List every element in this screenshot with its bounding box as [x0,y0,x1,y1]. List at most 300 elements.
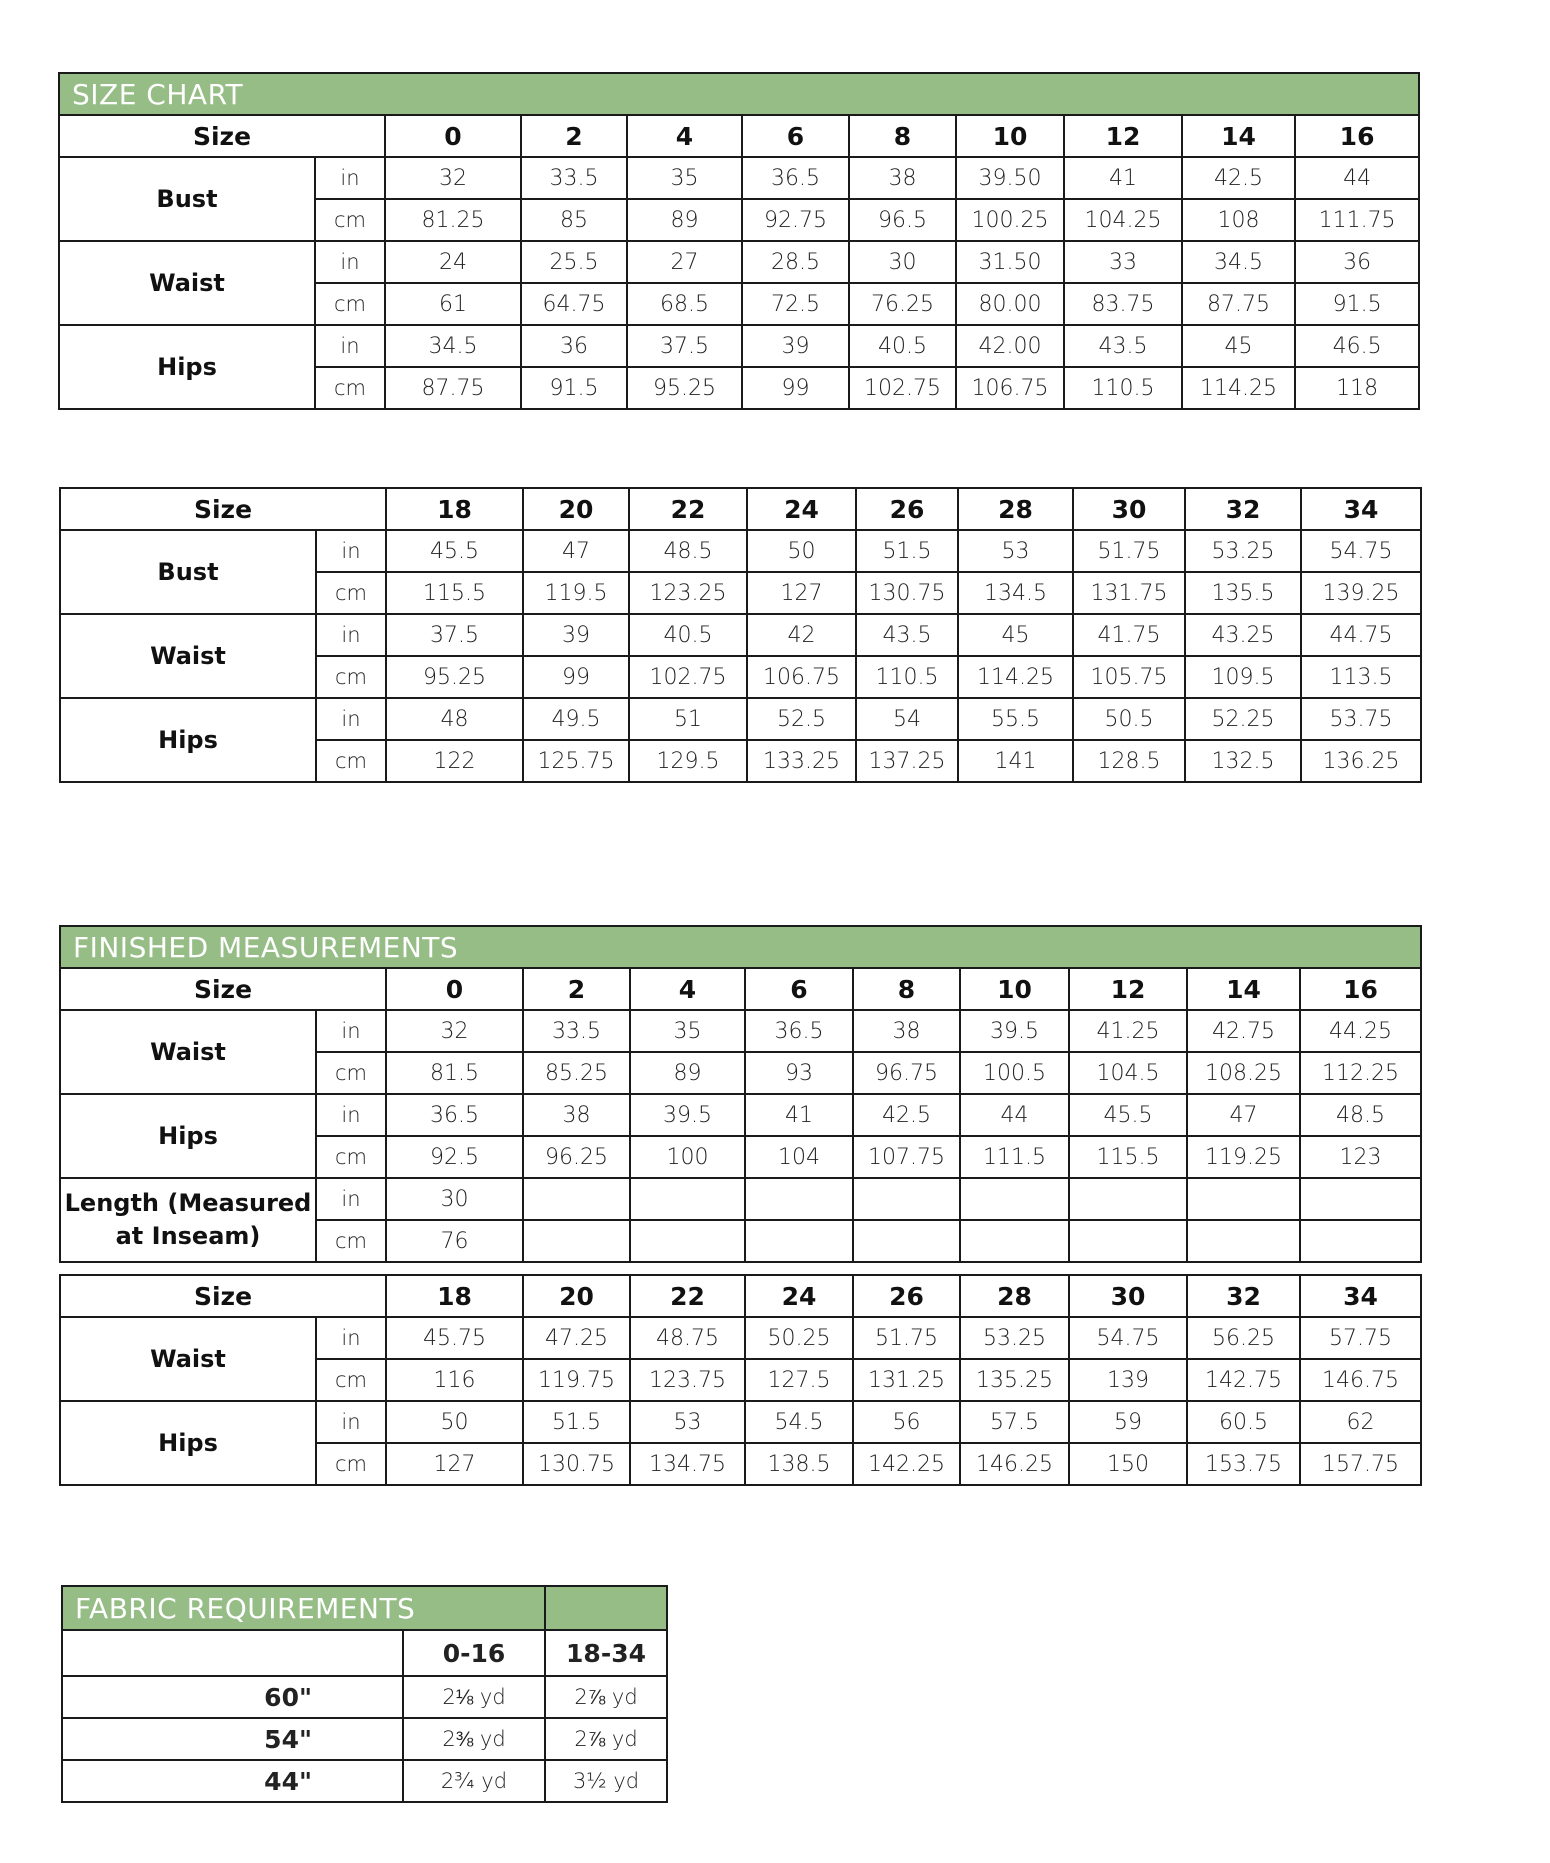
value-cell [960,1220,1069,1262]
size-header: 24 [745,1275,853,1317]
value-cell: 53 [958,530,1073,572]
value-cell: 133.25 [747,740,856,782]
value-cell: 44 [1295,157,1419,199]
value-cell: 24 [385,241,521,283]
value-cell: 137.25 [856,740,958,782]
value-cell: 95.25 [627,367,742,409]
fabric-value: 3½ yd [545,1760,667,1802]
value-cell: 53.75 [1301,698,1421,740]
value-cell [745,1220,853,1262]
value-cell: 36 [521,325,627,367]
table-row [60,1094,1421,1136]
value-cell: 85 [521,199,627,241]
table-row [59,157,1419,199]
value-cell: 45 [958,614,1073,656]
value-cell: 150 [1069,1443,1187,1485]
value-cell: 61 [385,283,521,325]
unit-label: in [315,325,385,367]
value-cell: 32 [385,157,521,199]
value-cell: 50.25 [745,1317,853,1359]
value-cell: 54.5 [745,1401,853,1443]
unit-label: cm [316,1443,386,1485]
fabric-title: FABRIC REQUIREMENTS [62,1586,545,1630]
value-cell: 104 [745,1136,853,1178]
value-cell: 34.5 [1182,241,1295,283]
value-cell: 62 [1300,1401,1421,1443]
value-cell: 33.5 [521,157,627,199]
size-header: 4 [627,115,742,157]
size-header: 18 [386,488,523,530]
size-header: 12 [1064,115,1182,157]
value-cell: 44.25 [1300,1010,1421,1052]
value-cell: 28.5 [742,241,849,283]
size-label: Size [60,1275,386,1317]
size-label: Size [60,968,386,1010]
value-cell: 115.5 [1069,1136,1187,1178]
value-cell: 35 [630,1010,745,1052]
value-cell: 76.25 [849,283,956,325]
value-cell: 36.5 [742,157,849,199]
value-cell: 39.50 [956,157,1064,199]
value-cell: 41.25 [1069,1010,1187,1052]
value-cell: 100.5 [960,1052,1069,1094]
value-cell: 142.75 [1187,1359,1300,1401]
value-cell: 39.5 [960,1010,1069,1052]
value-cell: 119.5 [523,572,629,614]
value-cell: 100.25 [956,199,1064,241]
value-cell: 80.00 [956,283,1064,325]
measure-label: Hips [59,325,315,409]
value-cell: 142.25 [853,1443,960,1485]
value-cell: 127.5 [745,1359,853,1401]
value-cell: 36.5 [745,1010,853,1052]
value-cell: 39 [742,325,849,367]
size-header: 32 [1187,1275,1300,1317]
value-cell [960,1178,1069,1220]
value-cell: 45.5 [386,530,523,572]
value-cell: 50 [386,1401,523,1443]
size-header: 20 [523,1275,630,1317]
value-cell: 134.5 [958,572,1073,614]
sc2-body [60,530,1421,782]
value-cell: 116 [386,1359,523,1401]
value-cell: 47.25 [523,1317,630,1359]
value-cell: 153.75 [1187,1443,1300,1485]
size-chart-title: SIZE CHART [59,73,1419,115]
value-cell: 45 [1182,325,1295,367]
value-cell: 52.25 [1185,698,1301,740]
size-header: 4 [630,968,745,1010]
value-cell: 57.75 [1300,1317,1421,1359]
value-cell: 57.5 [960,1401,1069,1443]
value-cell: 87.75 [1182,283,1295,325]
value-cell: 49.5 [523,698,629,740]
value-cell: 42.75 [1187,1010,1300,1052]
size-header: 10 [960,968,1069,1010]
value-cell: 96.25 [523,1136,630,1178]
value-cell [745,1178,853,1220]
value-cell: 104.5 [1069,1052,1187,1094]
value-cell: 127 [747,572,856,614]
size-chart-table-1 [58,72,1420,410]
value-cell: 54.75 [1069,1317,1187,1359]
unit-label: in [316,530,386,572]
unit-label: cm [316,740,386,782]
value-cell: 128.5 [1073,740,1185,782]
value-cell: 81.5 [386,1052,523,1094]
value-cell: 95.25 [386,656,523,698]
measure-label: Bust [59,157,315,241]
value-cell: 51.75 [1073,530,1185,572]
fabric-value: 2⅞ yd [545,1676,667,1718]
fabric-col-header: 0-16 [403,1630,545,1676]
value-cell: 93 [745,1052,853,1094]
measure-label: Bust [60,530,316,614]
value-cell [1069,1220,1187,1262]
value-cell: 111.75 [1295,199,1419,241]
table-row [59,325,1419,367]
value-cell [853,1178,960,1220]
value-cell: 50 [747,530,856,572]
value-cell: 139 [1069,1359,1187,1401]
finished-table-2 [59,1274,1422,1486]
value-cell: 50.5 [1073,698,1185,740]
table-row [60,1010,1421,1052]
unit-label: cm [316,1052,386,1094]
value-cell: 47 [523,530,629,572]
fabric-width: 44" [62,1760,403,1802]
measure-label: Length (Measured at Inseam) [60,1178,316,1262]
value-cell: 130.75 [523,1443,630,1485]
value-cell: 38 [849,157,956,199]
unit-label: cm [316,656,386,698]
measure-label: Hips [60,698,316,782]
table-row [60,1317,1421,1359]
size-header: 30 [1069,1275,1187,1317]
value-cell: 157.75 [1300,1443,1421,1485]
value-cell: 39.5 [630,1094,745,1136]
unit-label: in [316,698,386,740]
value-cell [853,1220,960,1262]
value-cell: 40.5 [629,614,747,656]
value-cell: 41.75 [1073,614,1185,656]
value-cell: 42 [747,614,856,656]
value-cell: 42.00 [956,325,1064,367]
value-cell: 35 [627,157,742,199]
size-header: 0 [386,968,523,1010]
fabric-table [61,1585,668,1803]
value-cell: 43.25 [1185,614,1301,656]
size-label: Size [60,488,386,530]
unit-label: in [316,1178,386,1220]
value-cell: 51.5 [856,530,958,572]
value-cell: 96.75 [853,1052,960,1094]
size-header: 6 [745,968,853,1010]
unit-label: cm [316,1136,386,1178]
value-cell: 43.5 [1064,325,1182,367]
value-cell: 122 [386,740,523,782]
table-row [60,530,1421,572]
value-cell: 68.5 [627,283,742,325]
value-cell [523,1178,630,1220]
size-header: 2 [521,115,627,157]
value-cell: 100 [630,1136,745,1178]
size-header: 22 [630,1275,745,1317]
value-cell: 53.25 [1185,530,1301,572]
value-cell: 51 [629,698,747,740]
unit-label: in [316,1094,386,1136]
value-cell: 31.50 [956,241,1064,283]
value-cell: 53.25 [960,1317,1069,1359]
value-cell: 55.5 [958,698,1073,740]
size-header: 28 [958,488,1073,530]
value-cell: 33 [1064,241,1182,283]
value-cell: 115.5 [386,572,523,614]
value-cell: 30 [386,1178,523,1220]
value-cell: 44 [960,1094,1069,1136]
value-cell: 119.25 [1187,1136,1300,1178]
value-cell: 43.5 [856,614,958,656]
value-cell: 106.75 [747,656,856,698]
value-cell: 141 [958,740,1073,782]
value-cell: 54.75 [1301,530,1421,572]
value-cell: 60.5 [1187,1401,1300,1443]
value-cell: 39 [523,614,629,656]
value-cell: 131.75 [1073,572,1185,614]
value-cell: 56 [853,1401,960,1443]
unit-label: in [316,614,386,656]
value-cell: 45.75 [386,1317,523,1359]
value-cell: 105.75 [1073,656,1185,698]
value-cell: 48.5 [629,530,747,572]
value-cell: 41 [1064,157,1182,199]
size-header: 26 [856,488,958,530]
size-header: 26 [853,1275,960,1317]
value-cell: 45.5 [1069,1094,1187,1136]
value-cell: 42.5 [853,1094,960,1136]
value-cell: 91.5 [1295,283,1419,325]
size-header: 8 [853,968,960,1010]
value-cell: 51.5 [523,1401,630,1443]
value-cell: 114.25 [1182,367,1295,409]
unit-label: in [316,1317,386,1359]
value-cell: 110.5 [856,656,958,698]
value-cell: 135.25 [960,1359,1069,1401]
value-cell: 72.5 [742,283,849,325]
value-cell: 99 [523,656,629,698]
value-cell: 40.5 [849,325,956,367]
value-cell: 48 [386,698,523,740]
value-cell: 87.75 [385,367,521,409]
value-cell: 104.25 [1064,199,1182,241]
value-cell: 146.25 [960,1443,1069,1485]
fabric-value: 2¾ yd [403,1760,545,1802]
value-cell: 64.75 [521,283,627,325]
value-cell: 32 [386,1010,523,1052]
value-cell: 111.5 [960,1136,1069,1178]
unit-label: cm [316,1220,386,1262]
unit-label: cm [315,199,385,241]
value-cell: 85.25 [523,1052,630,1094]
finished-title: FINISHED MEASUREMENTS [60,926,1421,968]
value-cell: 96.5 [849,199,956,241]
value-cell [1300,1178,1421,1220]
value-cell: 25.5 [521,241,627,283]
value-cell: 33.5 [523,1010,630,1052]
value-cell: 139.25 [1301,572,1421,614]
value-cell: 89 [630,1052,745,1094]
value-cell: 36 [1295,241,1419,283]
value-cell: 27 [627,241,742,283]
value-cell: 91.5 [521,367,627,409]
value-cell [630,1178,745,1220]
value-cell: 76 [386,1220,523,1262]
value-cell: 37.5 [386,614,523,656]
fabric-value: 2⅞ yd [545,1718,667,1760]
value-cell: 52.5 [747,698,856,740]
value-cell: 48.75 [630,1317,745,1359]
value-cell: 108 [1182,199,1295,241]
table-row [60,698,1421,740]
value-cell [1069,1178,1187,1220]
value-cell: 119.75 [523,1359,630,1401]
value-cell: 110.5 [1064,367,1182,409]
size-header: 28 [960,1275,1069,1317]
measure-label: Waist [59,241,315,325]
value-cell: 42.5 [1182,157,1295,199]
value-cell: 102.75 [629,656,747,698]
value-cell: 46.5 [1295,325,1419,367]
value-cell: 48.5 [1300,1094,1421,1136]
fabric-title-blank [545,1586,667,1630]
value-cell: 92.75 [742,199,849,241]
table-row [60,1178,1421,1220]
unit-label: in [315,241,385,283]
unit-label: in [316,1401,386,1443]
fm1-body [60,1010,1421,1262]
value-cell: 47 [1187,1094,1300,1136]
value-cell: 109.5 [1185,656,1301,698]
value-cell: 125.75 [523,740,629,782]
value-cell: 38 [853,1010,960,1052]
value-cell [1187,1220,1300,1262]
value-cell: 54 [856,698,958,740]
value-cell: 37.5 [627,325,742,367]
value-cell: 106.75 [956,367,1064,409]
fabric-corner [62,1630,403,1676]
value-cell: 123.75 [630,1359,745,1401]
fabric-col-header: 18-34 [545,1630,667,1676]
value-cell: 127 [386,1443,523,1485]
value-cell: 51.75 [853,1317,960,1359]
size-header: 0 [385,115,521,157]
size-header: 30 [1073,488,1185,530]
value-cell [630,1220,745,1262]
value-cell: 146.75 [1300,1359,1421,1401]
finished-table-1 [59,925,1422,1263]
value-cell: 59 [1069,1401,1187,1443]
value-cell: 81.25 [385,199,521,241]
value-cell: 132.5 [1185,740,1301,782]
size-header: 34 [1301,488,1421,530]
size-header: 24 [747,488,856,530]
size-header: 34 [1300,1275,1421,1317]
value-cell [1187,1178,1300,1220]
size-header: 10 [956,115,1064,157]
size-header: 32 [1185,488,1301,530]
unit-label: cm [315,367,385,409]
unit-label: in [316,1010,386,1052]
value-cell: 92.5 [386,1136,523,1178]
value-cell: 130.75 [856,572,958,614]
size-header: 2 [523,968,630,1010]
table-row [60,614,1421,656]
fabric-width: 54" [62,1718,403,1760]
size-header: 14 [1182,115,1295,157]
table-row [60,1401,1421,1443]
size-header: 16 [1300,968,1421,1010]
measure-label: Hips [60,1094,316,1178]
measure-label: Waist [60,1010,316,1094]
size-header: 18 [386,1275,523,1317]
measure-label: Waist [60,1317,316,1401]
value-cell [523,1220,630,1262]
measure-label: Hips [60,1401,316,1485]
value-cell: 138.5 [745,1443,853,1485]
size-header: 22 [629,488,747,530]
value-cell: 38 [523,1094,630,1136]
unit-label: cm [316,1359,386,1401]
value-cell [1300,1220,1421,1262]
size-header: 14 [1187,968,1300,1010]
size-header: 8 [849,115,956,157]
fabric-value: 2⅛ yd [403,1676,545,1718]
fabric-width: 60" [62,1676,403,1718]
size-header: 16 [1295,115,1419,157]
value-cell: 83.75 [1064,283,1182,325]
unit-label: cm [316,572,386,614]
value-cell: 36.5 [386,1094,523,1136]
table-row [59,241,1419,283]
value-cell: 134.75 [630,1443,745,1485]
sc1-body [59,157,1419,409]
value-cell: 56.25 [1187,1317,1300,1359]
value-cell: 112.25 [1300,1052,1421,1094]
unit-label: cm [315,283,385,325]
value-cell: 113.5 [1301,656,1421,698]
value-cell: 114.25 [958,656,1073,698]
fm2-body [60,1317,1421,1485]
value-cell: 89 [627,199,742,241]
size-header: 12 [1069,968,1187,1010]
fabric-value: 2⅜ yd [403,1718,545,1760]
value-cell: 108.25 [1187,1052,1300,1094]
value-cell: 129.5 [629,740,747,782]
value-cell: 99 [742,367,849,409]
value-cell: 118 [1295,367,1419,409]
size-header: 6 [742,115,849,157]
size-chart-table-2 [59,487,1422,783]
value-cell: 135.5 [1185,572,1301,614]
value-cell: 41 [745,1094,853,1136]
value-cell: 53 [630,1401,745,1443]
size-header: 20 [523,488,629,530]
value-cell: 34.5 [385,325,521,367]
unit-label: in [315,157,385,199]
measure-label: Waist [60,614,316,698]
value-cell: 44.75 [1301,614,1421,656]
value-cell: 123.25 [629,572,747,614]
